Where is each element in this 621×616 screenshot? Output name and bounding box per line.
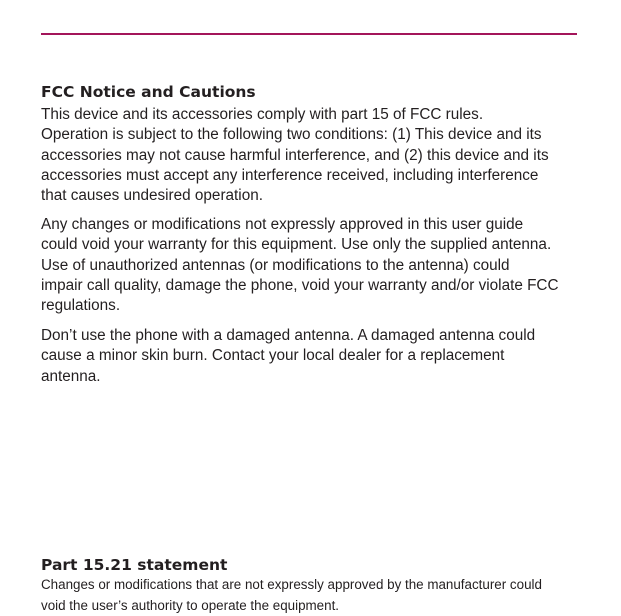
modifications-warning-paragraph [41, 215, 586, 316]
text-line: This device and its accessories comply with part 15 of FCC rules. [41, 106, 484, 123]
text-line: void the user’s authority to operate the equipment. [41, 598, 340, 613]
text-line: cause a minor skin burn. Contact your local dealer for a replacement [41, 347, 505, 365]
text-line: Operation is subject to the following two conditions: (1) This device and its [41, 126, 542, 144]
text-line: Changes or modifications that are not expressly approved by the manufacturer could [41, 577, 542, 592]
part-15-21-heading: Part 15.21 statement [41, 556, 228, 574]
fcc-compliance-paragraph [41, 105, 586, 206]
damaged-antenna-paragraph [41, 326, 586, 387]
fcc-notice-heading: FCC Notice and Cautions [41, 83, 256, 101]
text-line: Use of unauthorized antennas (or modifications to the antenna) could [41, 256, 510, 274]
text-line: accessories may not cause harmful interference, and (2) this device and its [41, 146, 549, 164]
header-divider [41, 33, 577, 35]
text-line: impair call quality, damage the phone, void your warranty and/or violate FCC [41, 276, 559, 294]
part-15-21-paragraph [41, 574, 586, 616]
text-line: antenna. [41, 367, 101, 385]
text-line: that causes undesired operation. [41, 187, 263, 205]
text-line: could void your warranty for this equipment. Use only the supplied antenna. [41, 236, 552, 254]
text-line: regulations. [41, 297, 121, 315]
text-line: Don’t use the phone with a damaged antenna. A damaged antenna could [41, 327, 536, 344]
text-line: Any changes or modifications not expressly approved in this user guide [41, 216, 524, 233]
text-line: accessories must accept any interference received, including interference [41, 166, 539, 184]
